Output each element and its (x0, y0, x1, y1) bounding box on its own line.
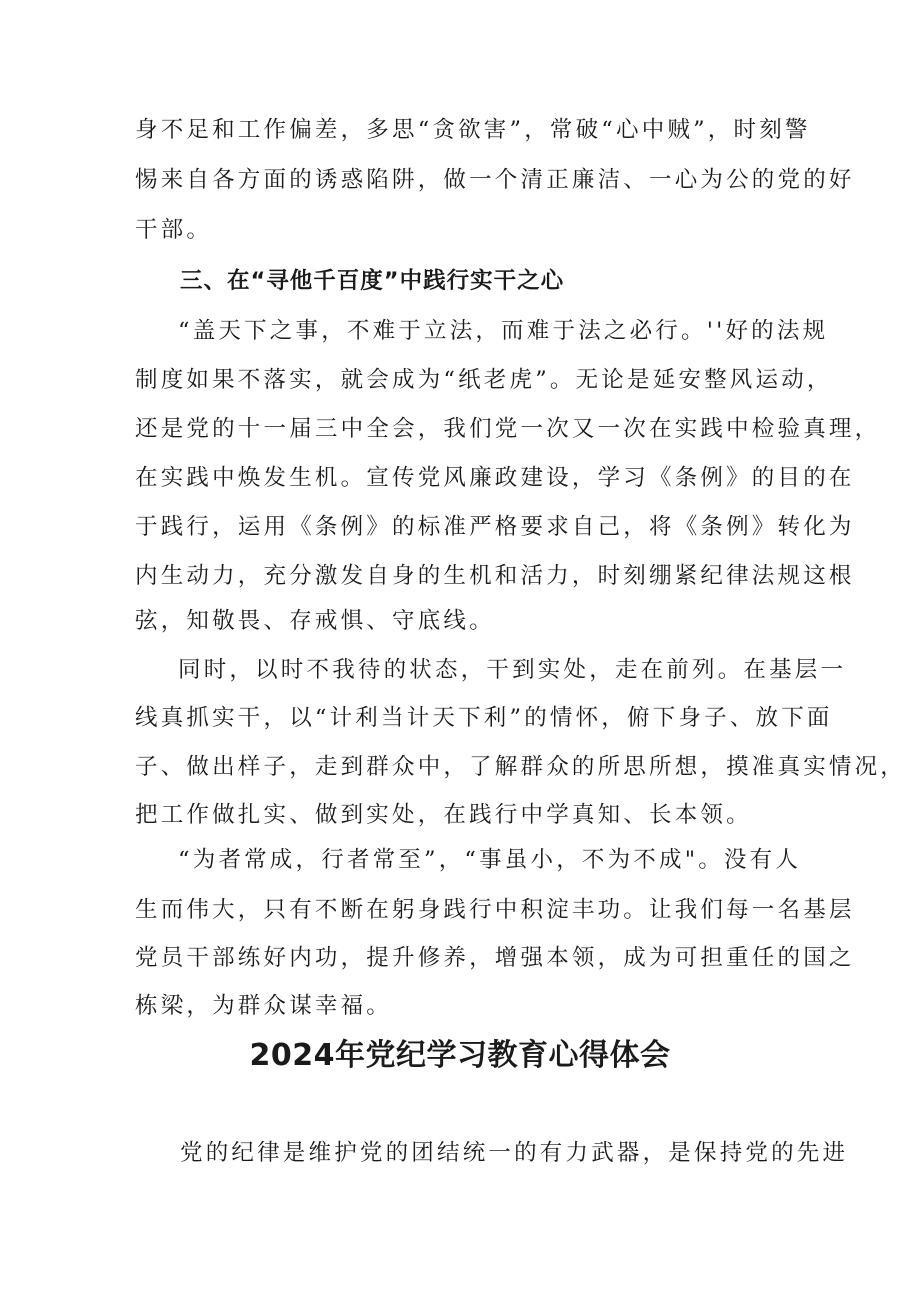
paragraph-4-line-1: “为者常成，行者常至”，“事虽小，不为不成"。没有人 (178, 847, 802, 873)
paragraph-4-line-3: 党员干部练好内功，提升修养，增强本领，成为可担重任的国之 (135, 945, 855, 971)
paragraph-2-line-6: 内生动力，充分激发自身的生机和活力，时刻绷紧纪律法规这根 (135, 563, 855, 589)
section-3-heading: 三、在“寻他千百度”中践行实干之心 (180, 268, 565, 294)
paragraph-3-line-4: 把工作做扎实、做到实处，在践行中学真知、长本领。 (135, 802, 752, 828)
paragraph-4-line-2: 生而伟大，只有不断在躬身践行中积淀丰功。让我们每一名基层 (135, 897, 855, 923)
paragraph-3-line-1: 同时，以时不我待的状态，干到实处，走在前列。在基层一 (178, 657, 847, 683)
paragraph-1-line-3: 干部。 (135, 217, 213, 243)
paragraph-2-line-3: 还是党的十一届三中全会，我们党一次又一次在实践中检验真理， (135, 416, 881, 442)
paragraph-4-line-4: 栋梁，为群众谋幸福。 (135, 993, 393, 1019)
paragraph-2-line-7: 弦，知敬畏、存戒惧、守底线。 (135, 608, 495, 634)
paragraph-2-line-2: 制度如果不落实，就会成为“纸老虎”。无论是延安整风运动， (135, 367, 833, 393)
paragraph-2-line-5: 于践行，运用《条例》的标准严格要求自己，将《条例》转化为 (135, 514, 855, 540)
paragraph-2-line-1: “盖天下之事，不难于立法，而难于法之必行。''好的法规 (178, 318, 829, 344)
paragraph-1-line-2: 惕来自各方面的诱惑陷阱，做一个清正廉洁、一心为公的党的好 (135, 167, 855, 193)
document-2-title: 2024年党纪学习教育心得体会 (249, 1038, 671, 1073)
document-2-first-line: 党的纪律是维护党的团结统一的有力武器，是保持党的先进 (180, 1140, 849, 1166)
paragraph-1-line-1: 身不足和工作偏差，多思“贪欲害”，常破“心中贼”，时刻警 (135, 117, 811, 143)
paragraph-3-line-2: 线真抓实干，以“计利当计天下利”的情怀，俯下身子、放下面 (135, 705, 833, 731)
paragraph-2-line-4: 在实践中焕发生机。宣传党风廉政建设，学习《条例》的目的在 (135, 465, 855, 491)
paragraph-3-line-3: 子、做出样子，走到群众中，了解群众的所思所想，摸准真实情况， (135, 754, 907, 780)
